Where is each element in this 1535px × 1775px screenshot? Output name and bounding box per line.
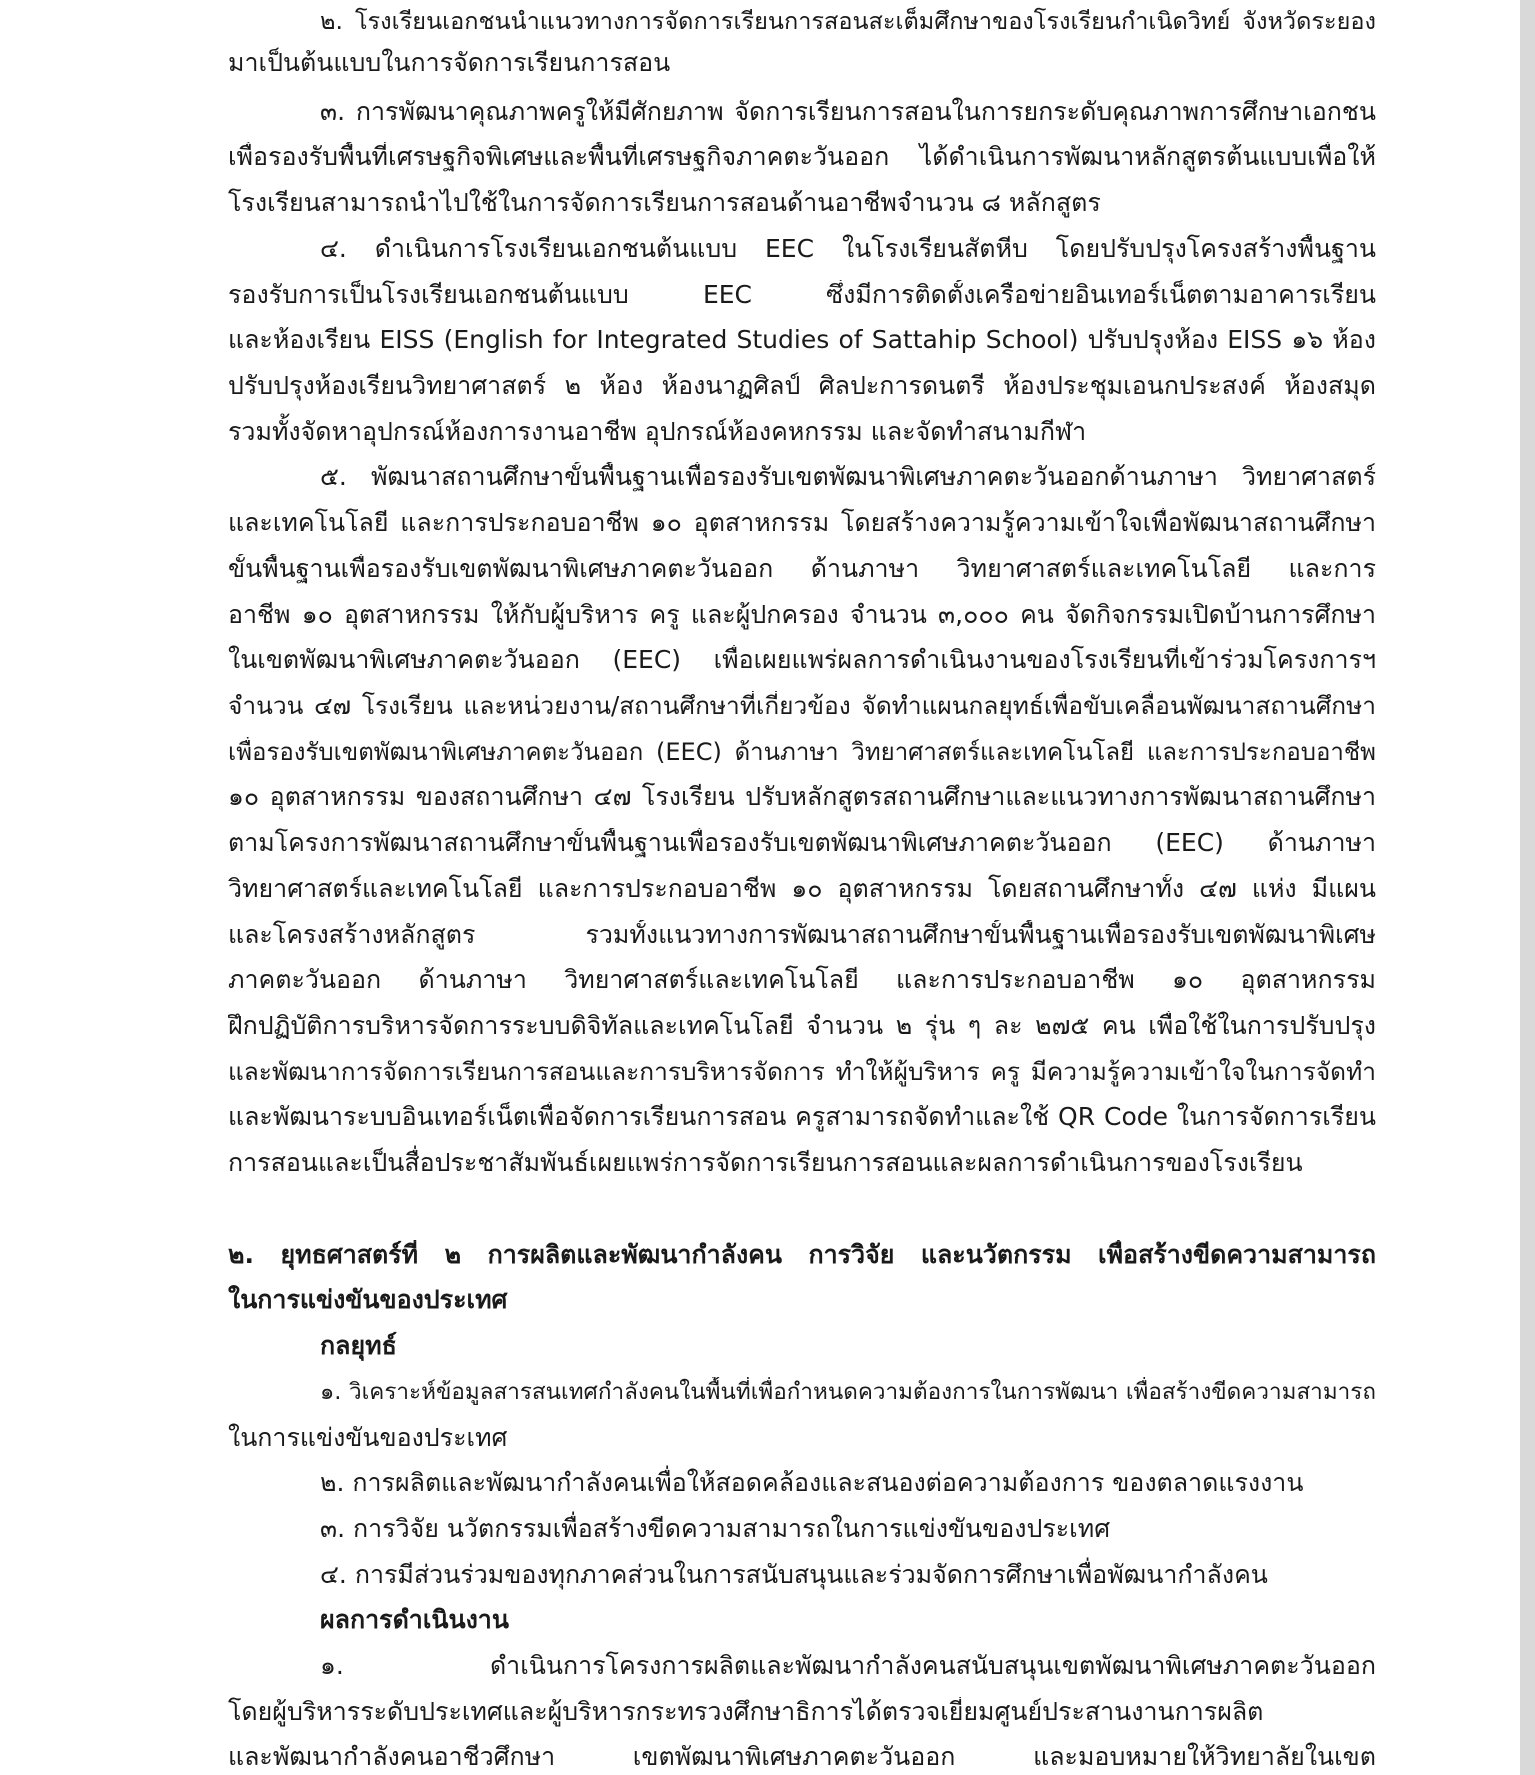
paragraph-line: จำนวน ๔๗ โรงเรียน และหน่วยงาน/สถานศึกษาที่เกี่ยวข้อง จัดทำแผนกลยุทธ์เพื่อขับเคลื่อนพัฒนาสถานศึกษา: [228, 691, 1376, 720]
paragraph-line: ตามโครงการพัฒนาสถานศึกษาขั้นพื้นฐานเพื่อรองรับเขตพัฒนาพิเศษภาคตะวันออก (EEC) ด้านภาษา: [228, 828, 1376, 857]
paragraph-line: และเทคโนโลยี และการประกอบอาชีพ ๑๐ อุตสาหกรรม โดยสร้างความรู้ความเข้าใจเพื่อพัฒนาสถานศึกษา: [228, 508, 1376, 537]
paragraph-line: ๔. ดำเนินการโรงเรียนเอกชนต้นแบบ EEC ในโรงเรียนสัตหีบ โดยปรับปรุงโครงสร้างพื้นฐาน: [320, 234, 1376, 263]
paragraph-line: ภาคตะวันออก ด้านภาษา วิทยาศาสตร์และเทคโนโลยี และการประกอบอาชีพ ๑๐ อุตสาหกรรม: [228, 965, 1376, 994]
paragraph-line: อาชีพ ๑๐ อุตสาหกรรม ให้กับผู้บริหาร ครู และผู้ปกครอง จำนวน ๓,๐๐๐ คน จัดกิจกรรมเปิดบ้านการศึกษา: [228, 600, 1376, 629]
strategy-item: ในการแข่งขันของประเทศ: [228, 1423, 508, 1452]
strategy-item: ๑. วิเคราะห์ข้อมูลสารสนเทศกำลังคนในพื้นที่เพื่อกำหนดความต้องการในการพัฒนา เพื่อสร้างขีดความสามารถ: [320, 1379, 1376, 1405]
strategy-item: ๒. การผลิตและพัฒนากำลังคนเพื่อให้สอดคล้องและสนองต่อความต้องการ ของตลาดแรงงาน: [320, 1468, 1304, 1497]
section-heading: ๒. ยุทธศาสตร์ที่ ๒ การผลิตและพัฒนากำลังคน การวิจัย และนวัตกรรม เพื่อสร้างขีดความสามารถ: [228, 1240, 1376, 1269]
paragraph-line: ๕. พัฒนาสถานศึกษาขั้นพื้นฐานเพื่อรองรับเขตพัฒนาพิเศษภาคตะวันออกด้านภาษา วิทยาศาสตร์: [320, 462, 1376, 491]
result-line: และพัฒนากำลังคนอาชีวศึกษา เขตพัฒนาพิเศษภาคตะวันออก และมอบหมายให้วิทยาลัยในเขต: [228, 1742, 1376, 1771]
paragraph-line: เพื่อรองรับเขตพัฒนาพิเศษภาคตะวันออก (EEC) ด้านภาษา วิทยาศาสตร์และเทคโนโลยี และการประกอบอาชีพ: [228, 738, 1376, 766]
paragraph-line: รองรับการเป็นโรงเรียนเอกชนต้นแบบ EEC ซึ่งมีการติดตั้งเครือข่ายอินเทอร์เน็ตตามอาคารเรียน: [228, 280, 1376, 309]
paragraph-line: และพัฒนาระบบอินเทอร์เน็ตเพื่อจัดการเรียนการสอน ครูสามารถจัดทำและใช้ QR Code ในการจัดการเรียน: [228, 1102, 1376, 1131]
result-line: โดยผู้บริหารระดับประเทศและผู้บริหารกระทรวงศึกษาธิการได้ตรวจเยี่ยมศูนย์ประสานงานการผลิต: [228, 1697, 1264, 1726]
paragraph-line: ๑๐ อุตสาหกรรม ของสถานศึกษา ๔๗ โรงเรียน ปรับหลักสูตรสถานศึกษาและแนวทางการพัฒนาสถานศึกษา: [228, 782, 1376, 811]
paragraph-line: ในเขตพัฒนาพิเศษภาคตะวันออก (EEC) เพื่อเผยแพร่ผลการดำเนินงานของโรงเรียนที่เข้าร่วมโครงการฯ: [228, 645, 1376, 674]
paragraph-line: และพัฒนาการจัดการเรียนการสอนและการบริหารจัดการ ทำให้ผู้บริหาร ครู มีความรู้ความเข้าใจในการจัดทำ: [228, 1057, 1376, 1086]
paragraph-line: ฝึกปฏิบัติการบริหารจัดการระบบดิจิทัลและเทคโนโลยี จำนวน ๒ รุ่น ๆ ละ ๒๗๕ คน เพื่อใช้ในการปรับปรุง: [228, 1011, 1376, 1040]
strategy-item: ๔. การมีส่วนร่วมของทุกภาคส่วนในการสนับสนุนและร่วมจัดการศึกษาเพื่อพัฒนากำลังคน: [320, 1560, 1268, 1589]
paragraph-line: ๓. การพัฒนาคุณภาพครูให้มีศักยภาพ จัดการเรียนการสอนในการยกระดับคุณภาพการศึกษาเอกชน: [320, 97, 1376, 126]
paragraph-line: เพื่อรองรับพื้นที่เศรษฐกิจพิเศษและพื้นที่เศรษฐกิจภาคตะวันออก ได้ดำเนินการพัฒนาหลักสูตรต้นแบบเพื่อให้: [228, 142, 1376, 171]
strategy-item: ๓. การวิจัย นวัตกรรมเพื่อสร้างขีดความสามารถในการแข่งขันของประเทศ: [320, 1514, 1111, 1543]
paragraph-line: มาเป็นต้นแบบในการจัดการเรียนการสอน: [228, 48, 671, 77]
paragraph-line: ขั้นพื้นฐานเพื่อรองรับเขตพัฒนาพิเศษภาคตะวันออก ด้านภาษา วิทยาศาสตร์และเทคโนโลยี และการ: [228, 554, 1376, 583]
paragraph-line: และโครงสร้างหลักสูตร รวมทั้งแนวทางการพัฒนาสถานศึกษาขั้นพื้นฐานเพื่อรองรับเขตพัฒนาพิเศษ: [228, 920, 1376, 949]
paragraph-line: และห้องเรียน EISS (English for Integrated Studies of Sattahip School) ปรับปรุงห้อง EISS ๑๖ ห้อง: [228, 325, 1376, 354]
paragraph-line: โรงเรียนสามารถนำไปใช้ในการจัดการเรียนการสอนด้านอาชีพจำนวน ๘ หลักสูตร: [228, 188, 1101, 217]
results-heading: ผลการดำเนินงาน: [320, 1605, 509, 1634]
page-edge: [1520, 0, 1535, 1775]
paragraph-line: การสอนและเป็นสื่อประชาสัมพันธ์เผยแพร่การจัดการเรียนการสอนและผลการดำเนินการของโรงเรียน: [228, 1148, 1303, 1177]
paragraph-line: รวมทั้งจัดหาอุปกรณ์ห้องการงานอาชีพ อุปกรณ์ห้องคหกรรม และจัดทำสนามกีฬา: [228, 417, 1087, 446]
result-line: ๑. ดำเนินการโครงการผลิตและพัฒนากำลังคนสนับสนุนเขตพัฒนาพิเศษภาคตะวันออก: [320, 1651, 1376, 1680]
paragraph-line: ปรับปรุงห้องเรียนวิทยาศาสตร์ ๒ ห้อง ห้องนาฏศิลป์ ศิลปะการดนตรี ห้องประชุมเอนกประสงค์ ห้องสมุด: [228, 371, 1376, 400]
strategy-heading: กลยุทธ์: [320, 1331, 397, 1360]
section-heading: ในการแข่งขันของประเทศ: [228, 1285, 508, 1314]
paragraph-line: วิทยาศาสตร์และเทคโนโลยี และการประกอบอาชีพ ๑๐ อุตสาหกรรม โดยสถานศึกษาทั้ง ๔๗ แห่ง มีแผน: [228, 874, 1376, 903]
paragraph-line: ๒. โรงเรียนเอกชนนำแนวทางการจัดการเรียนการสอนสะเต็มศึกษาของโรงเรียนกำเนิดวิทย์ จังหวัดระยอง: [320, 7, 1376, 35]
